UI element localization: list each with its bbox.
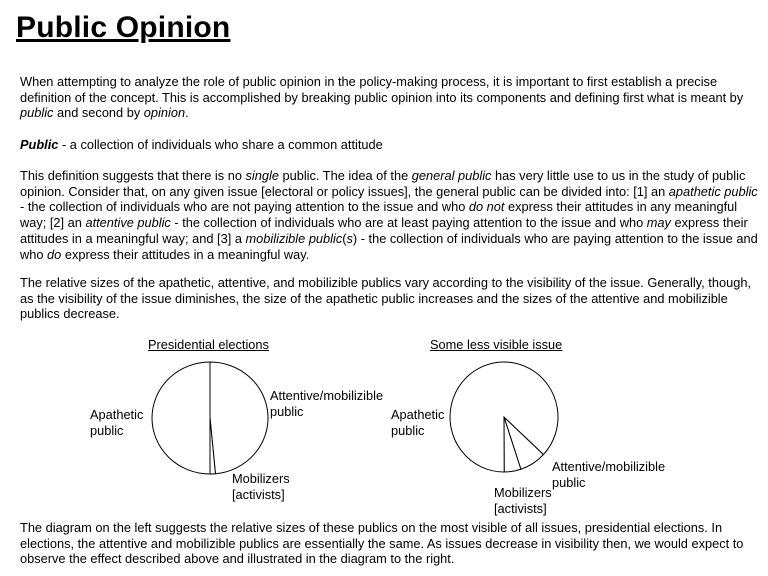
publics-text-8: ( [342,230,347,246]
intro-text-1: When attempting to analyze the role of public opinion in the policy-making process, it is important to first establish a precise definition of the concept. This is accomplished by breaking public opinion into its components and defining first what is meant by [20,74,744,105]
publics-emph-single: single [245,168,279,183]
pie-left-slice-attentive [210,362,268,474]
public-definition [20,137,758,153]
intro-emph-public: public [20,105,54,121]
publics-text-7: express their attitudes in a meaningful way; and [3] a [20,215,748,246]
publics-paragraph [20,168,758,262]
publics-text-5: express their attitudes in any meaningful way; [2] an [20,199,738,231]
publics-text-4: - the collection of individuals who are not paying attention to the issue and who [20,199,469,215]
diagram-explanation: The diagram on the left suggests the relative sizes of these publics on the most visible of all issues, presidential elections. In elections, the attentive and mobilizible publics are essentially the same. As issues decrease in visibility then, we would expect to observe the effect described above and illustrated in the diagram to the right. [20,520,744,567]
intro-emph-opinion: opinion [143,105,186,121]
publics-emph-do: do [47,246,62,262]
publics-emph-attentive: attentive public [85,215,171,231]
definition-text: - a collection of individuals who share a common attitude [58,137,383,152]
publics-emph-apathetic: apathetic public [668,183,758,199]
publics-emph-s: s [346,230,353,246]
publics-text-10: express their attitudes in a meaningful way. [61,246,310,262]
publics-emph-mobilizible: mobilizible public [245,230,343,246]
pie-right-label-apathetic: Apathetic public [391,407,445,438]
publics-emph-may: may [646,215,671,231]
pie-left-label-apathetic: Apathetic public [90,407,144,438]
publics-text-6: - the collection of individuals who are at least paying attention to the issue and who [170,215,647,231]
pie-left-label-mobilizers: Mobilizers [activists] [232,471,290,502]
publics-emph-do-not: do not [468,199,505,215]
sizes-paragraph: The relative sizes of the apathetic, attentive, and mobilizible publics vary according to the visibility of the issue. Generally, though, as the visibility of the issue diminishes, the size of the apathetic public increases and the sizes of the attentive and mobilizible publics decrease. [20,275,751,322]
definition-term: Public [20,137,59,152]
pie-right-label-mobilizers: Mobilizers [activists] [494,485,552,516]
pie-right-label-attentive: Attentive/mobilizible public [552,459,666,490]
publics-text-9: ) - the collection of individuals who are paying attention to the issue and who [20,230,758,262]
publics-text-3: has very little use to us in the study of public opinion. Consider that, on any given issue [electoral or policy issues], the general public can be divided into: [1] an [20,168,746,199]
publics-emph-general-public: general public [411,168,492,183]
publics-text-1: This definition suggests that there is no [20,168,246,183]
pie-left-label-attentive: Attentive/mobilizible public [270,388,384,419]
pie-left-slice-apathetic [152,362,210,474]
intro-text-2: and second by [53,105,144,121]
publics-text-2: public. The idea of the [278,168,412,183]
pie-left-title: Presidential elections [148,337,269,352]
pie-chart-presidential [151,361,269,475]
pie-right-title: Some less visible issue [430,337,563,352]
pie-chart-less-visible [449,361,559,473]
intro-paragraph [20,74,758,121]
intro-text-3: . [185,105,189,121]
page-title: Public Opinion [16,11,231,44]
